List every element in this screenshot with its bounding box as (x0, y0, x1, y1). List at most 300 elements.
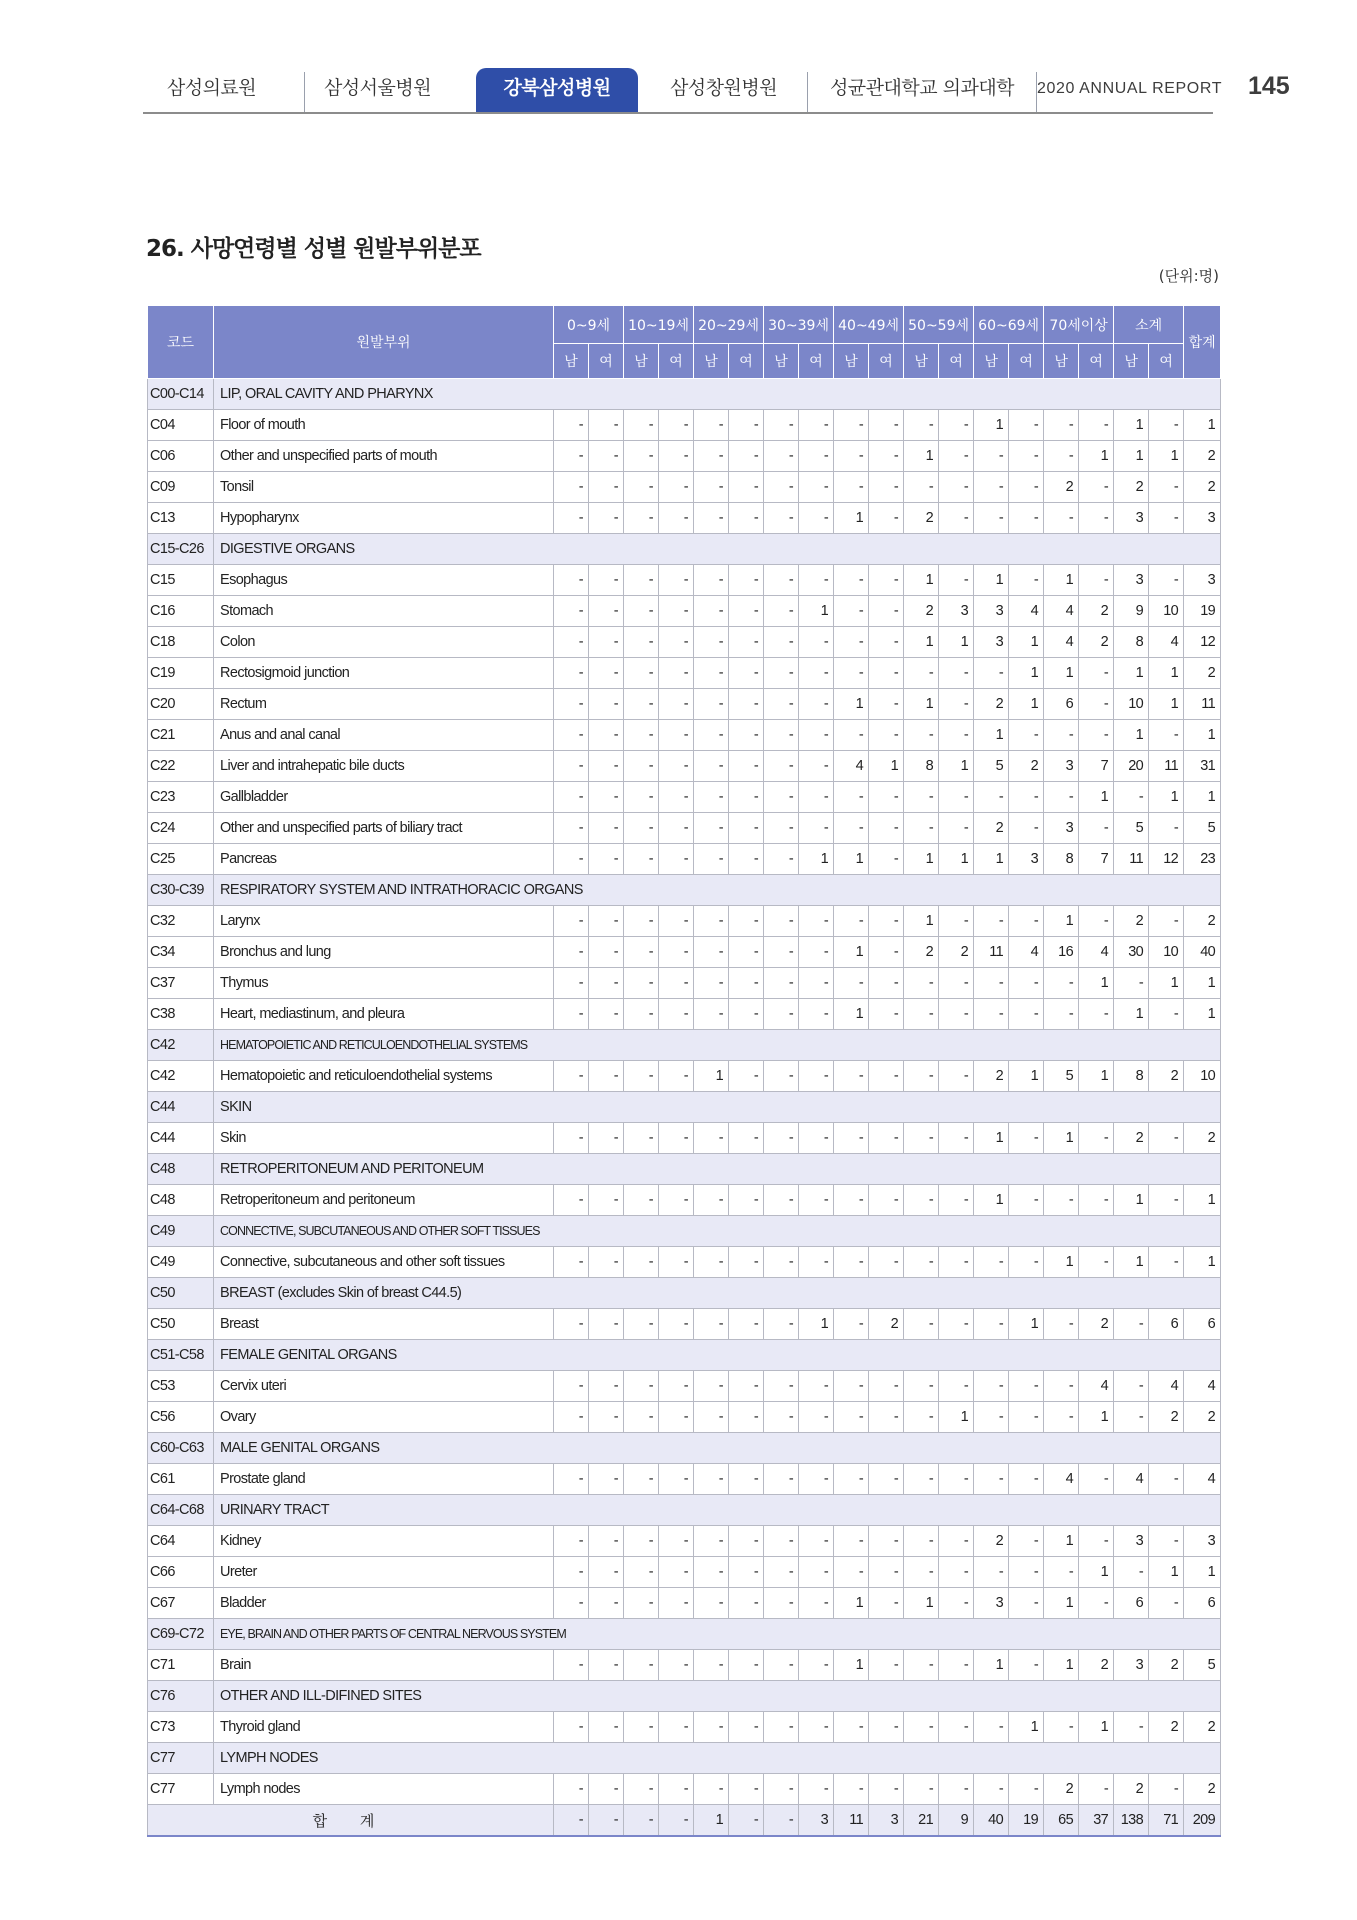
cell-value: - (974, 441, 1009, 472)
cell-value: 1 (1079, 782, 1114, 813)
cell-value: - (834, 1402, 869, 1433)
cell-value: - (799, 720, 834, 751)
cell-value: - (764, 1464, 799, 1495)
report-label: 2020 ANNUAL REPORT (1037, 80, 1223, 97)
cell-value: - (624, 1557, 659, 1588)
cell-value: - (869, 999, 904, 1030)
cell-value: - (799, 1402, 834, 1433)
cell-value: - (939, 1588, 974, 1619)
cell-value: - (799, 1650, 834, 1681)
cell-value: - (554, 689, 589, 720)
cell-value: - (694, 1588, 729, 1619)
age-group-header: 70세이상 (1044, 306, 1114, 344)
table-row (148, 1402, 1221, 1433)
table-row (148, 1650, 1221, 1681)
row-site: Liver and intrahepatic bile ducts (214, 751, 554, 782)
cell-value: 1 (974, 1185, 1009, 1216)
cell-value: - (939, 1774, 974, 1805)
cell-value: - (1009, 968, 1044, 999)
cell-value: - (589, 658, 624, 689)
cell-value: 1 (834, 999, 869, 1030)
cell-value: 1 (1114, 720, 1149, 751)
cell-value: 2 (974, 813, 1009, 844)
cell-value: - (904, 1650, 939, 1681)
cell-value: 1 (1184, 782, 1221, 813)
cell-value: - (939, 472, 974, 503)
table-row (148, 627, 1221, 658)
cell-value: - (1079, 1185, 1114, 1216)
cell-value: - (554, 472, 589, 503)
cell-value: - (1009, 813, 1044, 844)
cell-value: - (694, 1371, 729, 1402)
cell-value: 1 (974, 565, 1009, 596)
nav-tab-samsung-seoul[interactable]: 삼성서울병원 (323, 77, 432, 99)
cell-value: - (1044, 1557, 1079, 1588)
cell-value: - (939, 1123, 974, 1154)
row-site: Colon (214, 627, 554, 658)
cell-value: - (554, 1464, 589, 1495)
cell-value: - (659, 968, 694, 999)
row-code: C76 (148, 1681, 214, 1712)
cell-value: 1 (974, 720, 1009, 751)
cell-value: - (729, 1712, 764, 1743)
cell-value: - (834, 441, 869, 472)
cell-value: - (974, 782, 1009, 813)
cell-value: 1 (694, 1061, 729, 1092)
cell-value: 1 (904, 844, 939, 875)
cell-value: 5 (1044, 1061, 1079, 1092)
category-row (148, 1433, 1221, 1464)
cell-value: - (834, 1464, 869, 1495)
cell-value: 6 (1044, 689, 1079, 720)
cell-value: 5 (1184, 813, 1221, 844)
female-header: 여 (659, 344, 694, 379)
cell-value: 1 (1044, 906, 1079, 937)
cell-value: - (1009, 1402, 1044, 1433)
male-header: 남 (764, 344, 799, 379)
cell-value: - (729, 999, 764, 1030)
cell-value: - (729, 565, 764, 596)
row-code: C32 (148, 906, 214, 937)
age-group-header: 10~19세 (624, 306, 694, 344)
cell-value: - (764, 999, 799, 1030)
row-site: Rectum (214, 689, 554, 720)
cell-value: - (589, 627, 624, 658)
cell-value: 1 (1184, 999, 1221, 1030)
cell-value: - (589, 441, 624, 472)
cell-value: - (589, 906, 624, 937)
cell-value: - (729, 1402, 764, 1433)
cell-value: - (869, 1464, 904, 1495)
cell-value: - (799, 782, 834, 813)
cell-value: 1 (904, 906, 939, 937)
cell-value: - (659, 999, 694, 1030)
cell-value: - (694, 937, 729, 968)
total-value: 1 (694, 1805, 729, 1837)
cell-value: 1 (1044, 658, 1079, 689)
cell-value: - (869, 627, 904, 658)
cell-value: 1 (904, 689, 939, 720)
row-site: Thyroid gland (214, 1712, 554, 1743)
category-row (148, 1681, 1221, 1712)
cell-value: - (694, 844, 729, 875)
cell-value: - (1079, 689, 1114, 720)
cell-value: - (1009, 565, 1044, 596)
total-row (148, 1805, 1221, 1837)
cell-value: 1 (1149, 658, 1184, 689)
row-code: C44 (148, 1123, 214, 1154)
table-row (148, 472, 1221, 503)
unit-label: (단위:명) (1158, 267, 1219, 285)
cell-value: - (869, 503, 904, 534)
nav-tab-kangbuk-samsung[interactable]: 강북삼성병원 (476, 68, 638, 112)
cell-value: - (869, 1557, 904, 1588)
cell-value: - (1149, 1185, 1184, 1216)
cell-value: - (904, 1526, 939, 1557)
cell-value: - (659, 844, 694, 875)
cell-value: - (659, 720, 694, 751)
row-code: C49 (148, 1216, 214, 1247)
total-value: - (764, 1805, 799, 1837)
cell-value: - (554, 658, 589, 689)
cell-value: 1 (1009, 1061, 1044, 1092)
cell-value: 1 (1114, 410, 1149, 441)
cell-value: - (974, 1402, 1009, 1433)
cell-value: - (1149, 1588, 1184, 1619)
cell-value: - (659, 1557, 694, 1588)
cell-value: - (589, 1309, 624, 1340)
data-table (147, 305, 1221, 1837)
cell-value: - (659, 1247, 694, 1278)
male-header: 남 (1114, 344, 1149, 379)
cell-value: - (624, 596, 659, 627)
row-site: Rectosigmoid junction (214, 658, 554, 689)
category-row (148, 1154, 1221, 1185)
cell-value: 1 (974, 1650, 1009, 1681)
table-row (148, 720, 1221, 751)
cell-value: 1 (1114, 1185, 1149, 1216)
cell-value: - (554, 1402, 589, 1433)
age-group-header: 30~39세 (764, 306, 834, 344)
cell-value: - (554, 1123, 589, 1154)
cell-value: - (974, 1247, 1009, 1278)
row-code: C15 (148, 565, 214, 596)
table-row (148, 1526, 1221, 1557)
cell-value: - (729, 1123, 764, 1154)
cell-value: 7 (1079, 751, 1114, 782)
row-site: Hypopharynx (214, 503, 554, 534)
cell-value: - (939, 968, 974, 999)
cell-value: - (974, 906, 1009, 937)
cell-value: 4 (1184, 1371, 1221, 1402)
cell-value: 2 (1184, 1712, 1221, 1743)
cell-value: 4 (1009, 596, 1044, 627)
cell-value: - (1009, 1185, 1044, 1216)
cell-value: - (904, 1247, 939, 1278)
cell-value: - (694, 565, 729, 596)
cell-value: 2 (1044, 472, 1079, 503)
row-code: C23 (148, 782, 214, 813)
cell-value: - (589, 1123, 624, 1154)
cell-value: 1 (1149, 441, 1184, 472)
cell-value: - (1149, 565, 1184, 596)
row-code: C73 (148, 1712, 214, 1743)
cell-value: - (764, 689, 799, 720)
cell-value: - (939, 1247, 974, 1278)
cell-value: - (974, 1774, 1009, 1805)
row-code: C21 (148, 720, 214, 751)
total-value: - (659, 1805, 694, 1837)
cell-value: 1 (1184, 968, 1221, 999)
cell-value: - (694, 1526, 729, 1557)
row-site: Ureter (214, 1557, 554, 1588)
cell-value: - (589, 813, 624, 844)
cell-value: - (624, 1464, 659, 1495)
cell-value: - (1044, 1309, 1079, 1340)
cell-value: - (834, 1526, 869, 1557)
cell-value: 1 (1079, 1061, 1114, 1092)
cell-value: - (1149, 1526, 1184, 1557)
cell-value: 1 (1149, 689, 1184, 720)
row-site: Anus and anal canal (214, 720, 554, 751)
cell-value: - (624, 1526, 659, 1557)
cell-value: 2 (1044, 1774, 1079, 1805)
female-header: 여 (1079, 344, 1114, 379)
cell-value: 1 (1149, 1557, 1184, 1588)
female-header: 여 (1009, 344, 1044, 379)
cell-value: - (554, 937, 589, 968)
cell-value: - (869, 1247, 904, 1278)
cell-value: - (869, 565, 904, 596)
row-code: C71 (148, 1650, 214, 1681)
cell-value: 8 (1114, 627, 1149, 658)
cell-value: - (589, 596, 624, 627)
cell-value: - (764, 1309, 799, 1340)
cell-value: - (1114, 1402, 1149, 1433)
cell-value: - (834, 1185, 869, 1216)
cell-value: 1 (904, 627, 939, 658)
cell-value: 4 (1009, 937, 1044, 968)
cell-value: - (904, 1185, 939, 1216)
cell-value: - (624, 1247, 659, 1278)
cell-value: - (589, 1061, 624, 1092)
cell-value: 4 (1079, 1371, 1114, 1402)
table-row (148, 1247, 1221, 1278)
age-group-header: 0~9세 (554, 306, 624, 344)
total-value: 40 (974, 1805, 1009, 1837)
cell-value: - (1079, 658, 1114, 689)
cell-value: - (799, 1557, 834, 1588)
cell-value: 1 (1009, 658, 1044, 689)
cell-value: 1 (974, 844, 1009, 875)
row-code: C04 (148, 410, 214, 441)
cell-value: - (764, 813, 799, 844)
cell-value: - (904, 720, 939, 751)
cell-value: - (624, 1774, 659, 1805)
cell-value: - (589, 503, 624, 534)
cell-value: 1 (974, 1123, 1009, 1154)
cell-value: - (659, 1061, 694, 1092)
cell-value: - (659, 1712, 694, 1743)
cell-value: - (554, 1185, 589, 1216)
cell-value: - (589, 1247, 624, 1278)
cell-value: - (729, 472, 764, 503)
cell-value: - (799, 441, 834, 472)
cell-value: - (764, 1371, 799, 1402)
cell-value: - (939, 658, 974, 689)
cell-value: - (659, 1588, 694, 1619)
cell-value: - (799, 410, 834, 441)
row-code: C64-C68 (148, 1495, 214, 1526)
cell-value: - (554, 441, 589, 472)
cell-value: 2 (904, 937, 939, 968)
cell-value: - (659, 658, 694, 689)
cell-value: 1 (939, 627, 974, 658)
cell-value: 5 (1114, 813, 1149, 844)
cell-value: - (624, 1371, 659, 1402)
cell-value: - (589, 999, 624, 1030)
cell-value: - (729, 627, 764, 658)
cell-value: - (1009, 472, 1044, 503)
row-code: C44 (148, 1092, 214, 1123)
cell-value: - (764, 906, 799, 937)
cell-value: - (1149, 1464, 1184, 1495)
female-header: 여 (939, 344, 974, 379)
cell-value: - (869, 658, 904, 689)
nav-tab-skku-medicine[interactable]: 성균관대학교 의과대학 (829, 77, 1015, 99)
cell-value: - (589, 472, 624, 503)
row-code: C37 (148, 968, 214, 999)
total-value: 11 (834, 1805, 869, 1837)
cell-value: 1 (1184, 720, 1221, 751)
nav-tab-samsung-changwon[interactable]: 삼성창원병원 (669, 77, 778, 99)
row-site: Ovary (214, 1402, 554, 1433)
cell-value: - (834, 472, 869, 503)
cell-value: - (764, 968, 799, 999)
cell-value: - (729, 1371, 764, 1402)
cell-value: - (799, 1526, 834, 1557)
cell-value: - (834, 1123, 869, 1154)
cell-value: - (799, 1464, 834, 1495)
cell-value: - (799, 689, 834, 720)
cell-value: - (659, 565, 694, 596)
cell-value: - (659, 1464, 694, 1495)
cell-value: - (764, 751, 799, 782)
age-group-header: 소계 (1114, 306, 1184, 344)
cell-value: - (834, 1774, 869, 1805)
row-site: Esophagus (214, 565, 554, 596)
cell-value: 1 (1044, 565, 1079, 596)
cell-value: - (624, 968, 659, 999)
cell-value: 2 (904, 503, 939, 534)
male-header: 남 (974, 344, 1009, 379)
row-site: Prostate gland (214, 1464, 554, 1495)
cell-value: 1 (939, 751, 974, 782)
cell-value: - (624, 689, 659, 720)
cell-value: 1 (834, 689, 869, 720)
cell-value: 1 (1044, 1588, 1079, 1619)
table-row (148, 596, 1221, 627)
cell-value: - (764, 410, 799, 441)
cell-value: - (729, 720, 764, 751)
cell-value: - (1079, 410, 1114, 441)
category-row (148, 1495, 1221, 1526)
cell-value: - (939, 410, 974, 441)
row-site: Tonsil (214, 472, 554, 503)
cell-value: - (694, 689, 729, 720)
row-code: C50 (148, 1309, 214, 1340)
row-code: C20 (148, 689, 214, 720)
row-code: C69-C72 (148, 1619, 214, 1650)
cell-value: 1 (1044, 1526, 1079, 1557)
table-row (148, 658, 1221, 689)
cell-value: 3 (1114, 565, 1149, 596)
cell-value: - (764, 782, 799, 813)
table-row (148, 1123, 1221, 1154)
cell-value: - (764, 1588, 799, 1619)
cell-value: - (694, 720, 729, 751)
cell-value: - (554, 1557, 589, 1588)
cell-value: - (869, 1526, 904, 1557)
category-label: EYE, BRAIN AND OTHER PARTS OF CENTRAL NERVOUS SYSTEM (214, 1619, 1221, 1650)
cell-value: - (1009, 441, 1044, 472)
cell-value: - (869, 1123, 904, 1154)
cell-value: - (554, 1061, 589, 1092)
total-value: 71 (1149, 1805, 1184, 1837)
cell-value: - (799, 1123, 834, 1154)
cell-value: 6 (1149, 1309, 1184, 1340)
cell-value: - (834, 813, 869, 844)
cell-value: - (799, 751, 834, 782)
row-code: C48 (148, 1185, 214, 1216)
cell-value: - (834, 1557, 869, 1588)
cell-value: - (554, 1309, 589, 1340)
cell-value: - (554, 1774, 589, 1805)
table-row (148, 813, 1221, 844)
cell-value: - (1114, 782, 1149, 813)
row-code: C18 (148, 627, 214, 658)
cell-value: - (869, 441, 904, 472)
cell-value: - (1044, 782, 1079, 813)
cell-value: - (554, 627, 589, 658)
cell-value: - (1009, 999, 1044, 1030)
cell-value: - (1079, 565, 1114, 596)
cell-value: - (589, 1185, 624, 1216)
cell-value: 1 (799, 1309, 834, 1340)
nav-tab-samsung-medical[interactable]: 삼성의료원 (166, 77, 257, 99)
cell-value: 1 (1009, 627, 1044, 658)
cell-value: - (554, 1247, 589, 1278)
cell-value: - (764, 565, 799, 596)
cell-value: - (904, 410, 939, 441)
table-row (148, 999, 1221, 1030)
cell-value: - (554, 1526, 589, 1557)
cell-value: 2 (974, 1526, 1009, 1557)
cell-value: - (904, 1371, 939, 1402)
cell-value: - (554, 751, 589, 782)
cell-value: - (624, 1650, 659, 1681)
table-row (148, 937, 1221, 968)
cell-value: 3 (974, 627, 1009, 658)
cell-value: - (1149, 503, 1184, 534)
cell-value: - (589, 1371, 624, 1402)
table-row (148, 410, 1221, 441)
cell-value: 2 (1184, 658, 1221, 689)
table-row (148, 968, 1221, 999)
cell-value: - (659, 1309, 694, 1340)
age-group-header: 50~59세 (904, 306, 974, 344)
cell-value: - (1009, 1464, 1044, 1495)
